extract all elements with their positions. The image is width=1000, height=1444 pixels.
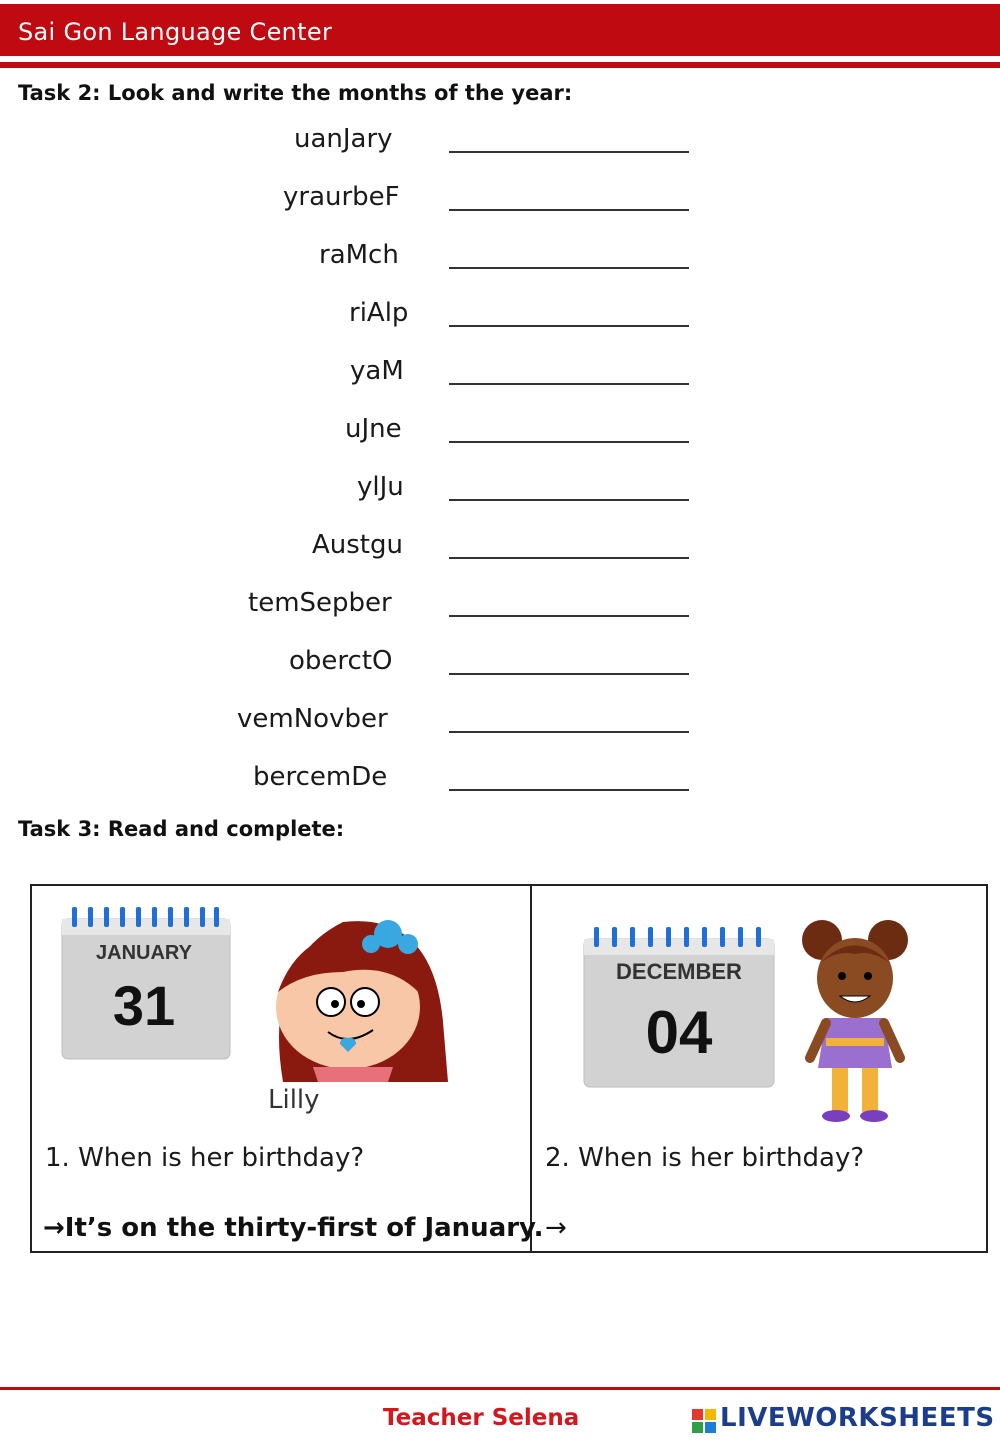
girl-lilly-icon [243,902,453,1082]
calendar-day-label: 04 [645,999,713,1066]
question-2: 2. When is her birthday? [545,1143,865,1173]
answer-blank[interactable] [449,557,689,559]
table-divider [530,884,532,1253]
footer-teacher: Teacher Selena [383,1405,580,1431]
page-title: Sai Gon Language Center [18,18,333,46]
answer-1: →It’s on the thirty-first of January. [43,1213,544,1243]
scrambled-word: riAlp [349,298,409,328]
answer-blank[interactable] [449,209,689,211]
character-name: Lilly [268,1085,320,1115]
girl-december-icon [792,918,916,1126]
answer-blank[interactable] [449,441,689,443]
liveworksheets-logo-icon [692,1409,716,1433]
header-divider [0,62,1000,68]
answer-blank[interactable] [449,151,689,153]
answer-blank[interactable] [449,499,689,501]
scrambled-word: temSepber [248,588,392,618]
answer-2-input[interactable]: → [545,1213,567,1243]
answer-blank[interactable] [449,383,689,385]
scrambled-word: vemNovber [237,704,388,734]
answer-blank[interactable] [449,615,689,617]
calendar-month-label: JANUARY [96,942,192,964]
scrambled-word: uanJary [294,124,393,154]
scrambled-word: raMch [319,240,399,270]
calendar-december-icon [580,925,778,1093]
calendar-january-icon [58,905,236,1065]
scrambled-word: ylJu [357,472,404,502]
scrambled-word: bercemDe [253,762,388,792]
scrambled-word: yaM [350,356,404,386]
scrambled-word: yraurbeF [283,182,400,212]
task2-title: Task 2: Look and write the months of the year: [18,81,573,105]
scrambled-word: oberctO [289,646,393,676]
answer-blank[interactable] [449,267,689,269]
footer-divider [0,1387,1000,1390]
scrambled-word: uJne [345,414,402,444]
question-1: 1. When is her birthday? [45,1143,365,1173]
footer-brand: LIVEWORKSHEETS [720,1403,995,1433]
answer-blank[interactable] [449,789,689,791]
calendar-day-label: 31 [112,974,176,1037]
answer-blank[interactable] [449,731,689,733]
answer-blank[interactable] [449,325,689,327]
scrambled-word: Austgu [312,530,403,560]
calendar-month-label: DECEMBER [616,959,742,984]
answer-blank[interactable] [449,673,689,675]
task3-title: Task 3: Read and complete: [18,817,345,841]
